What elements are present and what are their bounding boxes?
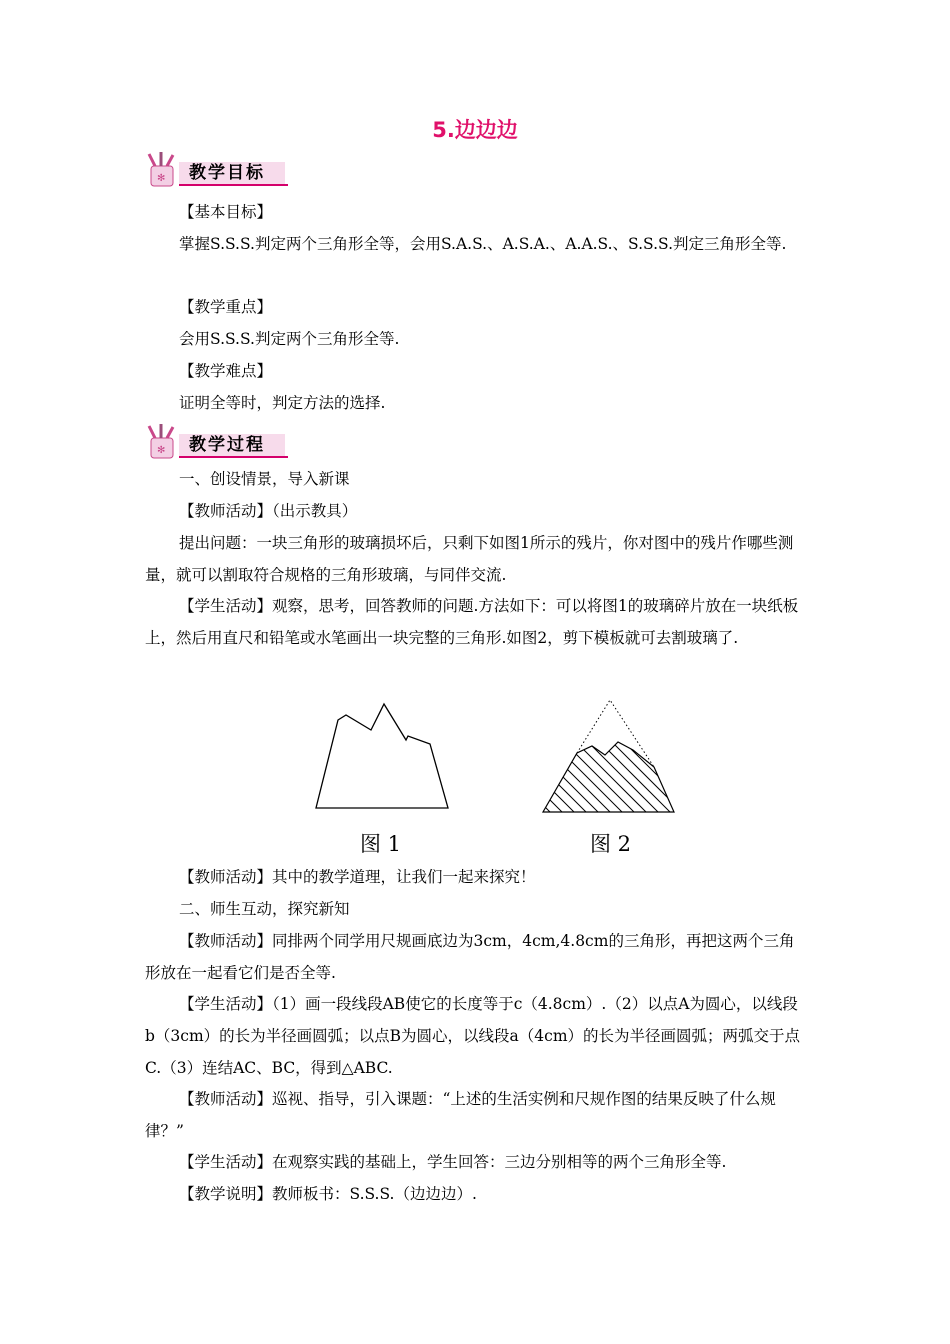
paragraph-teacher-draw: 【教师活动】同排两个同学用尺规画底边为3cm，4cm,4.8cm的三角形，再把这两个三角形放在一起看它们是否全等.	[145, 932, 795, 982]
paragraph-intro-heading: 一、创设情景，导入新课	[179, 470, 350, 488]
paragraph-teacher-show: 【教师活动】（出示教具）	[179, 502, 358, 520]
paragraph-student-steps: 【学生活动】（1）画一段线段AB使它的长度等于c（4.8cm）.（2）以点A为圆心，以线段b（3cm）的长为半径画圆弧；以点B为圆心，以线段a（4cm）的长为半径画圆弧；两弧交于点C.（3）连结AC、BC，得到△ABC.	[145, 995, 801, 1077]
basic-goal-text: 掌握S.S.S.判定两个三角形全等，会用S.A.S.、A.S.A.、A.A.S.、S.S.S.判定三角形全等.	[179, 235, 787, 253]
paragraph-interaction-heading: 二、师生互动，探究新知	[179, 900, 350, 918]
difficult-point-text: 证明全等时，判定方法的选择.	[179, 394, 386, 412]
figure-1-glass-fragment	[310, 700, 456, 815]
key-point-text: 会用S.S.S.判定两个三角形全等.	[179, 330, 400, 348]
paragraph-question: 提出问题：一块三角形的玻璃损坏后，只剩下如图1所示的残片，你对图中的残片作哪些测量，就可以割取符合规格的三角形玻璃，与同伴交流.	[145, 534, 794, 584]
difficult-point-label: 【教学难点】	[179, 362, 273, 380]
paragraph-teacher-guide: 【教师活动】巡视、指导，引入课题：“上述的生活实例和尺规作图的结果反映了什么规律？”	[145, 1090, 776, 1140]
figure-2-completed-triangle	[538, 700, 684, 815]
figure-1-caption: 图 1	[360, 832, 402, 856]
paragraph-teacher-explore: 【教师活动】其中的教学道理，让我们一起来探究！	[179, 868, 536, 886]
paragraph-student-answer: 【学生活动】观察，思考，回答教师的问题.方法如下：可以将图1的玻璃碎片放在一块纸板上，然后用直尺和铅笔或水笔画出一块完整的三角形.如图2，剪下模板就可去割玻璃了.	[145, 597, 799, 647]
section-heading-process	[143, 424, 289, 460]
section-heading-goals	[143, 152, 289, 188]
paragraph-student-conclusion: 【学生活动】在观察实践的基础上，学生回答：三边分别相等的两个三角形全等.	[179, 1153, 727, 1171]
figure-2-caption: 图 2	[590, 832, 632, 856]
svg-text:✻: ✻	[157, 445, 166, 456]
key-point-label: 【教学重点】	[179, 298, 273, 316]
process-heading-text: 教学过程	[189, 435, 265, 455]
goals-heading-text: 教学目标	[189, 163, 265, 183]
basic-goal-label: 【基本目标】	[179, 203, 273, 221]
paragraph-teaching-note: 【教学说明】教师板书：S.S.S.（边边边）.	[179, 1185, 477, 1203]
page-title: 5.边边边	[432, 118, 518, 142]
svg-text:✻: ✻	[157, 173, 166, 184]
